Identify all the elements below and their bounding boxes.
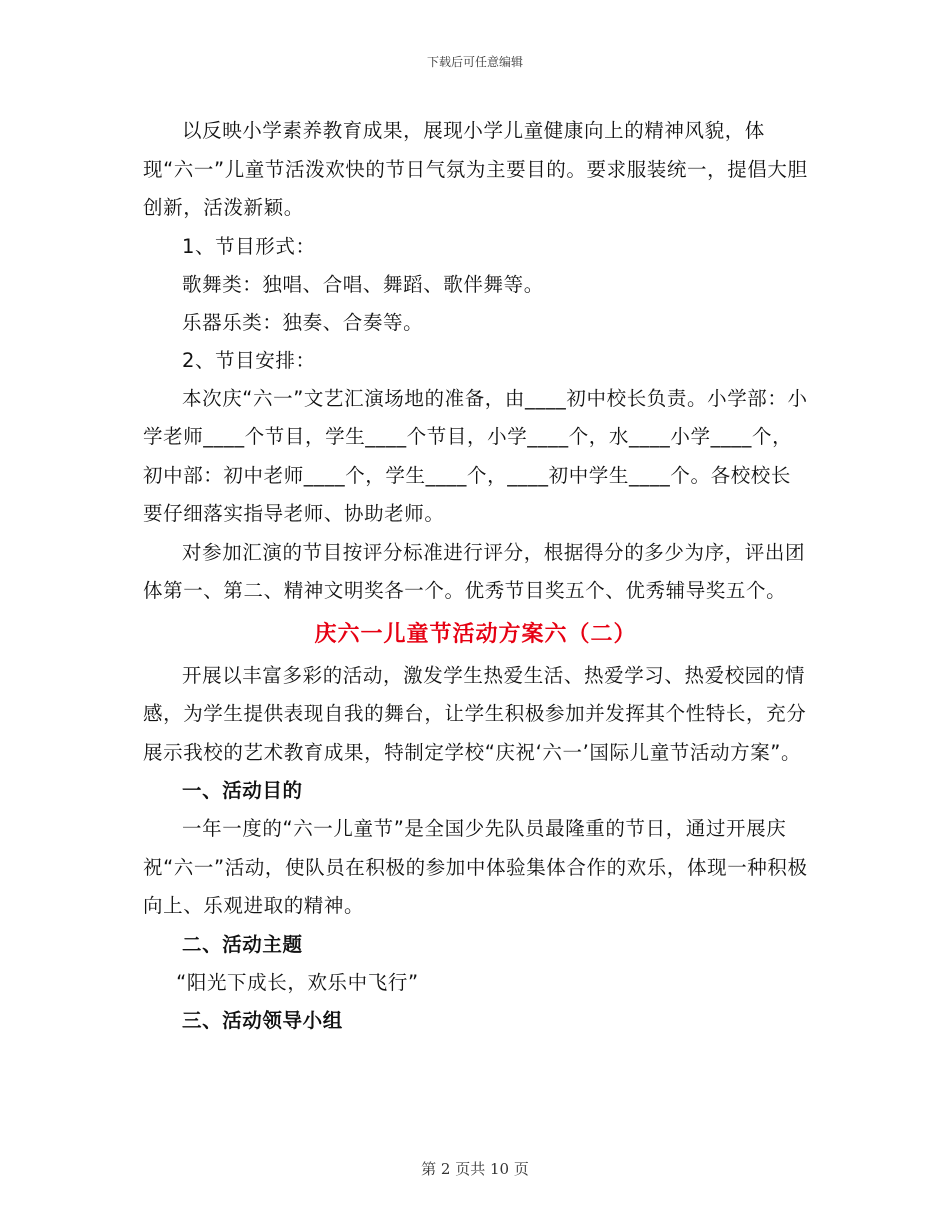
page-header: 下载后可任意编辑 [426,55,523,69]
heading-activity-theme: 二、活动主题 [182,932,303,956]
heading-leadership-group: 三、活动领导小组 [182,1008,343,1032]
item-instrumental: 乐器乐类：独奏、合奏等。 [182,310,424,334]
item-program-arrangement: 2、节目安排： [182,348,316,372]
paragraph-intro: 以反映小学素养教育成果，展现小学儿童健康向上的精神风貌，体现“六一”儿童节活泼欢快的节日气氛为主要目的。要求服装统一，提倡大胆创新，活泼新颖。 [143,119,808,219]
page-footer: 第 2 页共 10 页 [421,1160,529,1178]
paragraph-activity-goal: 一年一度的“六一儿童节”是全国少先队员最隆重的节日，通过开展庆祝“六一”活动，使队员在积极的参加中体验集体合作的欢乐，体现一种积极向上、乐观进取的精神。 [143,817,808,917]
paragraph-scoring: 对参加汇演的节目按评分标准进行评分，根据得分的多少为序，评出团体第一、第二、精神文明奖各一个。优秀节目奖五个、优秀辅导奖五个。 [143,540,806,602]
section-title: 庆六一儿童节活动方案六（二） [314,621,637,647]
item-song-dance: 歌舞类：独唱、合唱、舞蹈、歌伴舞等。 [182,272,544,296]
activity-theme-text: “阳光下成长，欢乐中飞行” [176,970,419,994]
paragraph-arrangement: 本次庆“六一”文艺汇演场地的准备，由____初中校长负责。小学部：小学老师____个节目，学生____个节目，小学____个，水____小学____个，初中部：初中老师____个，学生____个，____初中学生____个。各校校长要仔细落实指导老师、协助老师。 [143,386,808,525]
document-body [143,112,808,1040]
paragraph-purpose-intro: 开展以丰富多彩的活动，激发学生热爱生活、热爱学习、热爱校园的情感，为学生提供表现自我的舞台，让学生积极参加并发挥其个性特长，充分展示我校的艺术教育成果，特制定学校“庆祝‘六一’国际儿童节活动方案”。 [143,663,807,764]
heading-activity-goal: 一、活动目的 [182,779,303,802]
item-program-format: 1、节目形式： [182,234,316,258]
